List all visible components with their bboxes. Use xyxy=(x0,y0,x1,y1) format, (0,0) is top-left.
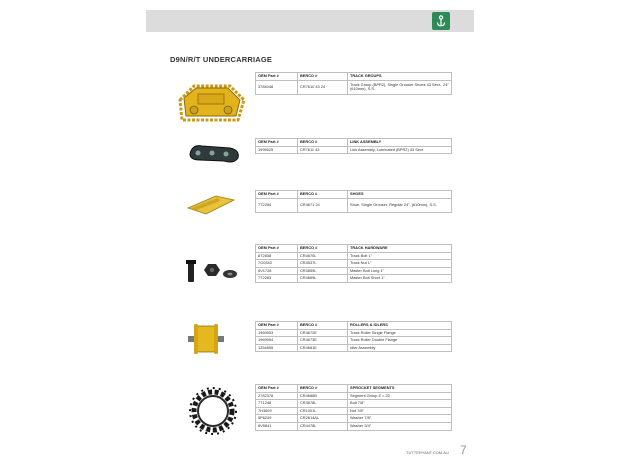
oem-cell: 8T2838 xyxy=(256,252,298,260)
oem-cell: 6V1728 xyxy=(256,267,298,275)
oem-cell: 1254855 xyxy=(256,344,298,352)
footer-url[interactable]: TUTTERYANT.COM.AU xyxy=(406,450,449,455)
col-header: LINK ASSEMBLY xyxy=(348,139,452,147)
oem-cell: 6V5841 xyxy=(256,422,298,430)
brand-logo xyxy=(432,12,450,30)
berco-cell: CR4669L xyxy=(298,275,348,283)
oem-cell: 7T2283 xyxy=(256,275,298,283)
berco-cell: CR2614AL xyxy=(298,415,348,423)
table-row xyxy=(256,198,452,212)
table-header-row xyxy=(256,139,452,147)
berco-cell: CR4686B xyxy=(298,392,348,400)
page-number: 7 xyxy=(460,443,467,457)
oem-cell: 7T1248 xyxy=(256,400,298,408)
col-header: OEM Part # xyxy=(256,245,298,253)
table-row xyxy=(256,329,452,337)
page-title: D9N/R/T UNDERCARRIAGE xyxy=(170,55,273,64)
table-row xyxy=(256,422,452,430)
table-row xyxy=(256,252,452,260)
description-cell: Shoe, Single Grouser, Regular 24", (610mm), S.S. xyxy=(348,198,452,212)
berco-cell: CR4537L xyxy=(298,260,348,268)
berco-cell: CR1001L xyxy=(298,407,348,415)
section-track-groups xyxy=(255,72,451,95)
oem-cell: 7T2284 xyxy=(256,198,298,212)
section-sprocket-segments xyxy=(255,384,451,431)
table-row xyxy=(256,146,452,154)
oem-cell: 2782378 xyxy=(256,392,298,400)
col-header: BERCO # xyxy=(298,245,348,253)
oem-cell: 5P6249 xyxy=(256,415,298,423)
parts-table xyxy=(255,244,452,283)
track-hardware-image xyxy=(184,256,240,293)
parts-table xyxy=(255,384,452,431)
roller-image xyxy=(186,322,226,361)
description-cell: Washer 7/8" xyxy=(348,415,452,423)
link-assembly-image xyxy=(186,140,242,171)
description-cell: Segment Group Z = 25 xyxy=(348,392,452,400)
col-header: TRACK HARDWARE xyxy=(348,245,452,253)
col-header: BERCO # xyxy=(298,73,348,81)
col-header: SPROCKET SEGMENTS xyxy=(348,385,452,393)
anchor-hook-icon xyxy=(434,14,448,28)
col-header: BERCO # xyxy=(298,139,348,147)
col-header: OEM Part # xyxy=(256,73,298,81)
sprocket-image xyxy=(188,384,238,443)
col-header: ROLLERS & IDLERS xyxy=(348,322,452,330)
berco-cell: CR4478L xyxy=(298,422,348,430)
oem-cell: 1969954 xyxy=(256,337,298,345)
oem-cell: 1995525 xyxy=(256,146,298,154)
berco-cell: CR4672E xyxy=(298,329,348,337)
col-header: BERCO # xyxy=(298,385,348,393)
table-header-row xyxy=(256,245,452,253)
table-row xyxy=(256,80,452,94)
col-header: SHOES xyxy=(348,191,452,199)
description-cell: Track Roller Single Flange xyxy=(348,329,452,337)
berco-cell: CR7610 43 24 xyxy=(298,80,348,94)
col-header: TRACK GROUPS xyxy=(348,73,452,81)
table-row xyxy=(256,400,452,408)
berco-cell: CR3859L xyxy=(298,267,348,275)
col-header: OEM Part # xyxy=(256,385,298,393)
table-row xyxy=(256,392,452,400)
description-cell: Track Roller Double Flange xyxy=(348,337,452,345)
description-cell: Master Bolt Short 1" xyxy=(348,275,452,283)
table-row xyxy=(256,267,452,275)
table-row xyxy=(256,275,452,283)
table-row xyxy=(256,260,452,268)
oem-cell: 1969953 xyxy=(256,329,298,337)
table-row xyxy=(256,415,452,423)
table-row xyxy=(256,344,452,352)
description-cell: Track Group (BPR2), Single Grouser Shoes 43 Sect., 24" (610mm), S.S. xyxy=(348,80,452,94)
section-shoes xyxy=(255,190,451,213)
parts-table xyxy=(255,321,452,352)
description-cell: Bolt 7/8" xyxy=(348,400,452,408)
section-rollers-idlers xyxy=(255,321,451,352)
table-header-row xyxy=(256,322,452,330)
header-bar xyxy=(146,10,474,32)
table-row xyxy=(256,407,452,415)
col-header: OEM Part # xyxy=(256,139,298,147)
parts-table xyxy=(255,72,452,95)
section-track-hardware xyxy=(255,244,451,283)
description-cell: Track Nut 1" xyxy=(348,260,452,268)
parts-table xyxy=(255,138,452,154)
table-header-row xyxy=(256,73,452,81)
col-header: BERCO # xyxy=(298,191,348,199)
berco-cell: CR4671 24 xyxy=(298,198,348,212)
oem-cell: 7H3609 xyxy=(256,407,298,415)
oem-cell: 3784048 xyxy=(256,80,298,94)
table-header-row xyxy=(256,191,452,199)
description-cell: Nut 7/8" xyxy=(348,407,452,415)
berco-cell: CR7611 43 xyxy=(298,146,348,154)
description-cell: Idler Assembly xyxy=(348,344,452,352)
shoe-image xyxy=(186,192,236,223)
col-header: OEM Part # xyxy=(256,191,298,199)
description-cell: Washer 3/4" xyxy=(348,422,452,430)
description-cell: Master Bolt Long 1" xyxy=(348,267,452,275)
section-link-assembly xyxy=(255,138,451,154)
track-group-image xyxy=(176,78,246,131)
description-cell: Link Assembly, Lubricated (BPR2) 43 Sect xyxy=(348,146,452,154)
berco-cell: CR3878L xyxy=(298,400,348,408)
parts-table xyxy=(255,190,452,213)
description-cell: Track Bolt 1" xyxy=(348,252,452,260)
col-header: BERCO # xyxy=(298,322,348,330)
oem-cell: 7G0343 xyxy=(256,260,298,268)
table-row xyxy=(256,337,452,345)
berco-cell: CR4670L xyxy=(298,252,348,260)
table-header-row xyxy=(256,385,452,393)
berco-cell: CR4673E xyxy=(298,337,348,345)
berco-cell: CR4681E xyxy=(298,344,348,352)
col-header: OEM Part # xyxy=(256,322,298,330)
